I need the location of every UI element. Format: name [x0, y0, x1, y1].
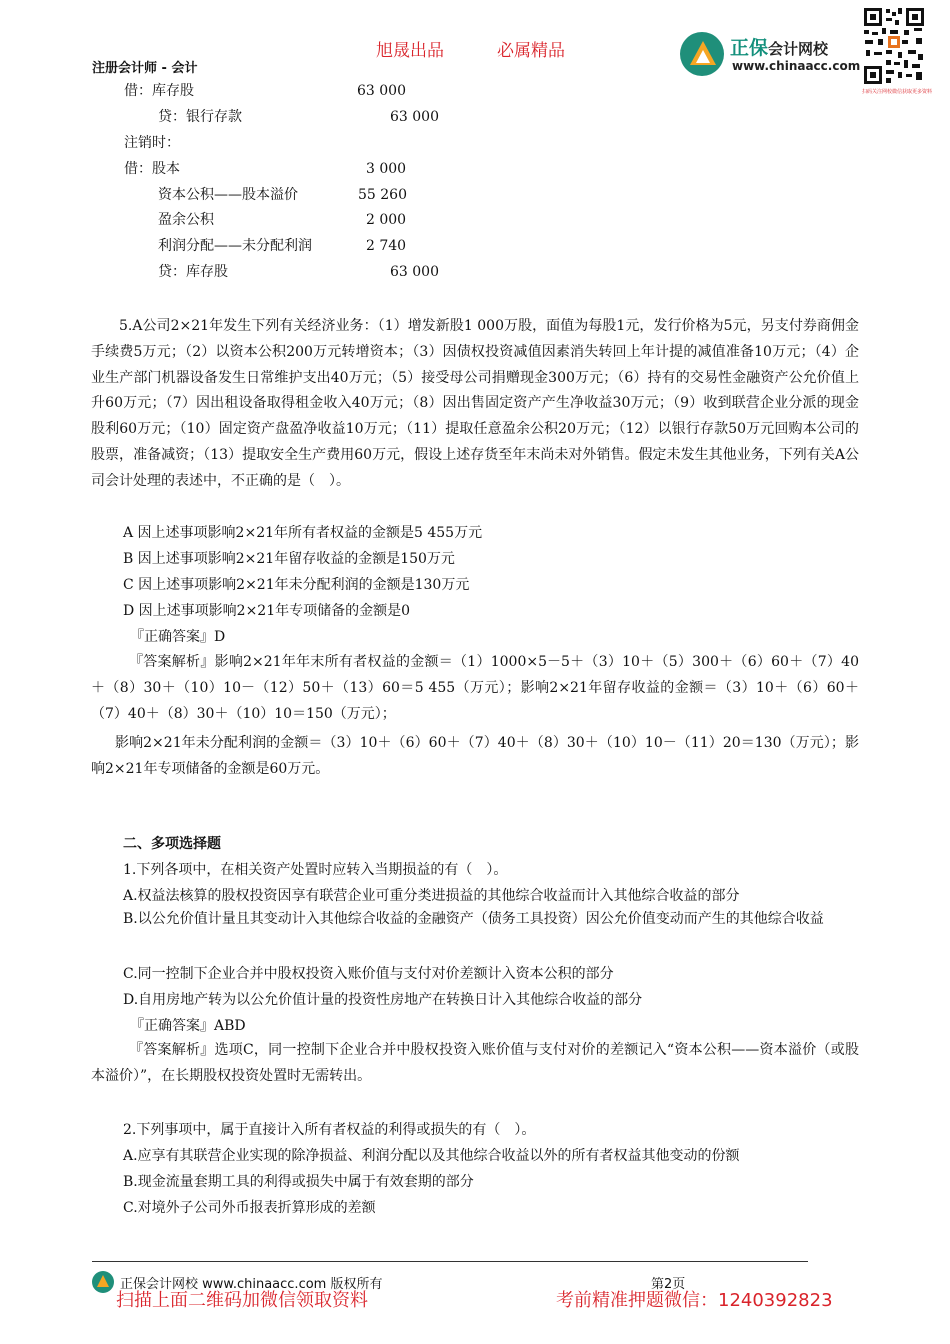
entry-account: 利润分配——未分配利润 [158, 238, 312, 254]
q2-option-c: C.对境外子公司外币报表折算形成的差额 [123, 1200, 376, 1216]
entry-account: 贷：银行存款 [158, 109, 242, 125]
header-slogan-left: 旭晟出品 [376, 41, 444, 61]
entry-credit: 63 000 [390, 264, 439, 280]
entry-credit: 63 000 [390, 109, 439, 125]
chinaacc-logo[interactable] [680, 30, 861, 80]
course-title: 注册会计师 - 会计 [92, 61, 198, 76]
q1-option-d: D.自用房地产转为以公允价值计量的投资性房地产在转换日计入其他综合收益的部分 [123, 992, 643, 1008]
footer-logo-icon [92, 1271, 114, 1293]
q5-answer: 『正确答案』D [130, 629, 226, 645]
footer-divider [92, 1261, 808, 1262]
entry-account: 注销时： [124, 135, 180, 151]
entry-account: 贷：库存股 [158, 264, 228, 280]
section-heading: 二、多项选择题 [123, 836, 221, 852]
entry-debit: 55 260 [358, 187, 407, 203]
entry-account: 资本公积——股本溢价 [158, 187, 298, 203]
q2-stem: 2.下列事项中，属于直接计入所有者权益的利得或损失的有（ ）。 [123, 1122, 536, 1138]
footer-page-number: 第2页 [651, 1277, 686, 1292]
q1-stem: 1.下列各项中，在相关资产处置时应转入当期损益的有（ ）。 [123, 862, 508, 878]
qr-code-icon[interactable] [862, 6, 926, 86]
qr-caption: 扫码关注网校微信获取更多资料 [862, 89, 933, 95]
logo-url: www.chinaacc.com [732, 59, 861, 73]
entry-account: 借：股本 [124, 161, 180, 177]
logo-mark-icon [680, 32, 724, 76]
q5-analysis-2: 影响2×21年未分配利润的金额＝（3）10＋（6）60＋（7）40＋（8）30＋（10）10－（11）20＝130（万元）；影响2×21年专项储备的金额是60万元。 [91, 735, 859, 777]
footer-banner-left: 扫描上面二维码加微信领取资料 [116, 1290, 368, 1311]
q2-option-b: B.现金流量套期工具的利得或损失中属于有效套期的部分 [123, 1174, 474, 1190]
q1-analysis: 『答案解析』选项C，同一控制下企业合并中股权投资入账价值与支付对价的差额记入“资本公积——资本溢价（或股本溢价）”，在长期股权投资处置时无需转出。 [91, 1042, 859, 1084]
footer-banner-right: 考前精准押题微信：1240392823 [556, 1290, 833, 1311]
q5-stem: 5.A公司2×21年发生下列有关经济业务：（1）增发新股1 000万股，面值为每股1元，发行价格为5元，另支付券商佣金手续费5万元；（2）以资本公积200万元转增资本；（3）因债权投资减值因素消失转回上年计提的减值准备10万元；（4）企业生产部门机器设备发生日常维护支出40万元；（5）接受母公司捐赠现金300万元；（6）持有的交易性金融资产公允价值上升60万元；（7）因出租设备取得租金收入40万元；（8）因出售固定资产产生净收益30万元；（9）收到联营企业分派的现金股利60万元；（10）固定资产盘盈净收益10万元；（11）提取任意盈余公积20万元；（12）以银行存款50万元回购本公司的股票，准备减资；（13）提取安全生产费用60万元，假设上述存货至年末尚未对外销售。假定未发生其他业务，下列有关A公司会计处理的表述中，不正确的是（ ）。 [91, 318, 859, 489]
q1-option-a: A.权益法核算的股权投资因享有联营企业可重分类进损益的其他综合收益而计入其他综合收益的部分 [123, 888, 740, 904]
entry-debit: 2 000 [366, 212, 407, 228]
logo-sub: 会计网校 [768, 40, 829, 58]
footer-copyright: 正保会计网校 www.chinaacc.com 版权所有 [120, 1277, 383, 1292]
q5-option-d: D 因上述事项影响2×21年专项储备的金额是0 [123, 603, 411, 619]
entry-debit: 63 000 [357, 83, 406, 99]
q1-option-c: C.同一控制下企业合并中股权投资入账价值与支付对价差额计入资本公积的部分 [123, 966, 614, 982]
q5-option-c: C 因上述事项影响2×21年未分配利润的金额是130万元 [123, 577, 470, 593]
header-slogan-right: 必属精品 [497, 41, 565, 61]
entry-debit: 2 740 [366, 238, 407, 254]
q1-answer: 『正确答案』ABD [130, 1018, 246, 1034]
entry-account: 盈余公积 [158, 212, 214, 228]
q5-analysis-1: 『答案解析』影响2×21年年末所有者权益的金额＝（1）1000×5－5＋（3）10＋（5）300＋（6）60＋（7）40＋（8）30＋（10）10－（12）50＋（13）60＝5 455（万元）；影响2×21年留存收益的金额＝（3）10＋（6）60＋（7）40＋（8）30＋（10）10＝150（万元）； [91, 654, 859, 722]
q1-option-b: B.以公允价值计量且其变动计入其他综合收益的金融资产（债务工具投资）因公允价值变动而产生的其他综合收益 [123, 911, 824, 927]
q2-option-a: A.应享有其联营企业实现的除净损益、利润分配以及其他综合收益以外的所有者权益其他变动的份额 [123, 1148, 740, 1164]
q5-option-b: B 因上述事项影响2×21年留存收益的金额是150万元 [123, 551, 455, 567]
logo-name: 正保会计网校 [730, 37, 829, 59]
entry-debit: 3 000 [366, 161, 407, 177]
entry-account: 借：库存股 [124, 83, 194, 99]
q5-option-a: A 因上述事项影响2×21年所有者权益的金额是5 455万元 [123, 525, 483, 541]
